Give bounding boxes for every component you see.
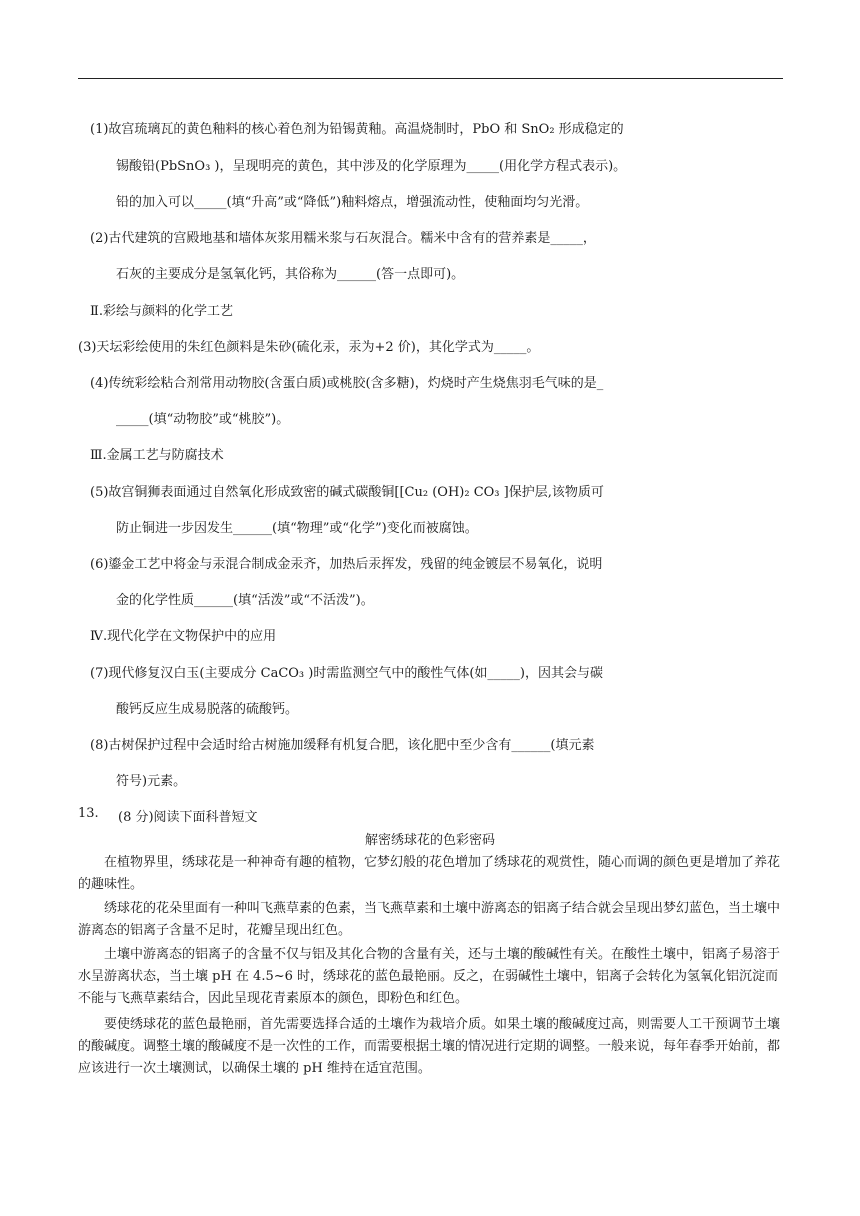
q13-number: 13. <box>78 806 99 821</box>
q12-part3-line1: (3)天坛彩绘使用的朱红色颜料是朱砂(硫化汞，汞为+2 价)，其化学式为_____。 <box>78 340 540 355</box>
article-paragraph-2: 绣球花的花朵里面有一种叫飞燕草素的色素，当飞燕草素和土壤中游离态的铝离子结合就会呈现出梦幻蓝色，当土壤中游离态的铝离子含量不足时，花瓣呈现出红色。 <box>78 901 781 938</box>
q12-part8-line1: (8)古树保护过程中会适时给古树施加缓释有机复合肥，该化肥中至少含有______(填元素 <box>90 738 595 753</box>
q12-part5-line2: 防止铜进一步因发生______(填“物理”或“化学”)变化而被腐蚀。 <box>116 521 478 536</box>
article-paragraph-3: 土壤中游离态的铝离子的含量不仅与铝及其化合物的含量有关，还与土壤的酸碱性有关。在酸性土壤中，铝离子易溶于水呈游离状态，当土壤 pH 在 4.5~6 时，绣球花的蓝色最艳丽。反之，在弱碱性土壤中，铝离子会转化为氢氧化铝沉淀而不能与飞燕草素结合，因此呈现花青素原本的颜色，即粉色和红色。 <box>78 947 781 1006</box>
q12-part2-line2: 石灰的主要成分是氢氧化钙，其俗称为______(答一点即可)。 <box>116 267 465 282</box>
section-heading-3: Ⅲ.金属工艺与防腐技术 <box>90 448 224 463</box>
header-rule <box>78 78 783 79</box>
article-title: 解密绣球花的色彩密码 <box>364 833 495 848</box>
article-paragraph-1: 在植物界里，绣球花是一种神奇有趣的植物，它梦幻般的花色增加了绣球花的观赏性，随心而调的颜色更是增加了养花的趣味性。 <box>78 855 781 892</box>
q12-part2-line1: (2)古代建筑的宫殿地基和墙体灰浆用糯米浆与石灰混合。糯米中含有的营养素是_____， <box>90 231 596 246</box>
q13-prompt: (8 分)阅读下面科普短文 <box>118 810 258 825</box>
q12-part8-line2: 符号)元素。 <box>116 774 187 789</box>
q12-part7-line2: 酸钙反应生成易脱落的硫酸钙。 <box>116 702 299 717</box>
q12-part1-line1: (1)故宫琉璃瓦的黄色釉料的核心着色剂为铅锡黄釉。高温烧制时，PbO 和 SnO₂ 形成稳定的 <box>90 122 624 137</box>
q12-part6-line1: (6)鎏金工艺中将金与汞混合制成金汞齐，加热后汞挥发，残留的纯金镀层不易氧化，说明 <box>90 557 603 572</box>
section-heading-4: Ⅳ.现代化学在文物保护中的应用 <box>90 629 277 644</box>
q12-part5-line1: (5)故宫铜狮表面通过自然氧化形成致密的碱式碳酸铜[[Cu₂ (OH)₂ CO₃ ]保护层,该物质可 <box>90 485 604 500</box>
section-heading-2: Ⅱ.彩绘与颜料的化学工艺 <box>90 304 233 319</box>
q12-part4-line2: _____(填“动物胶”或“桃胶”)。 <box>116 412 290 427</box>
q12-part4-line1: (4)传统彩绘粘合剂常用动物胶(含蛋白质)或桃胶(含多糖)，灼烧时产生烧焦羽毛气味的是_ <box>90 376 604 391</box>
q12-part1-line3: 铅的加入可以_____(填“升高”或“降低”)釉料熔点，增强流动性，使釉面均匀光滑。 <box>116 195 589 210</box>
q12-part6-line2: 金的化学性质______(填“活泼”或“不活泼”)。 <box>116 593 374 608</box>
article-paragraph-4: 要使绣球花的蓝色最艳丽，首先需要选择合适的土壤作为栽培介质。如果土壤的酸碱度过高，则需要人工干预调节土壤的酸碱度。调整土壤的酸碱度不是一次性的工作，而需要根据土壤的情况进行定期的调整。一般来说，每年春季开始前，都应该进行一次土壤测试，以确保土壤的 pH 维持在适宜范围。 <box>78 1017 781 1076</box>
q12-part7-line1: (7)现代修复汉白玉(主要成分 CaCO₃ )时需监测空气中的酸性气体(如_____)，因其会与碳 <box>90 666 603 681</box>
q12-part1-line2: 锡酸铅(PbSnO₃ )，呈现明亮的黄色，其中涉及的化学原理为_____(用化学方程式表示)。 <box>116 159 627 174</box>
